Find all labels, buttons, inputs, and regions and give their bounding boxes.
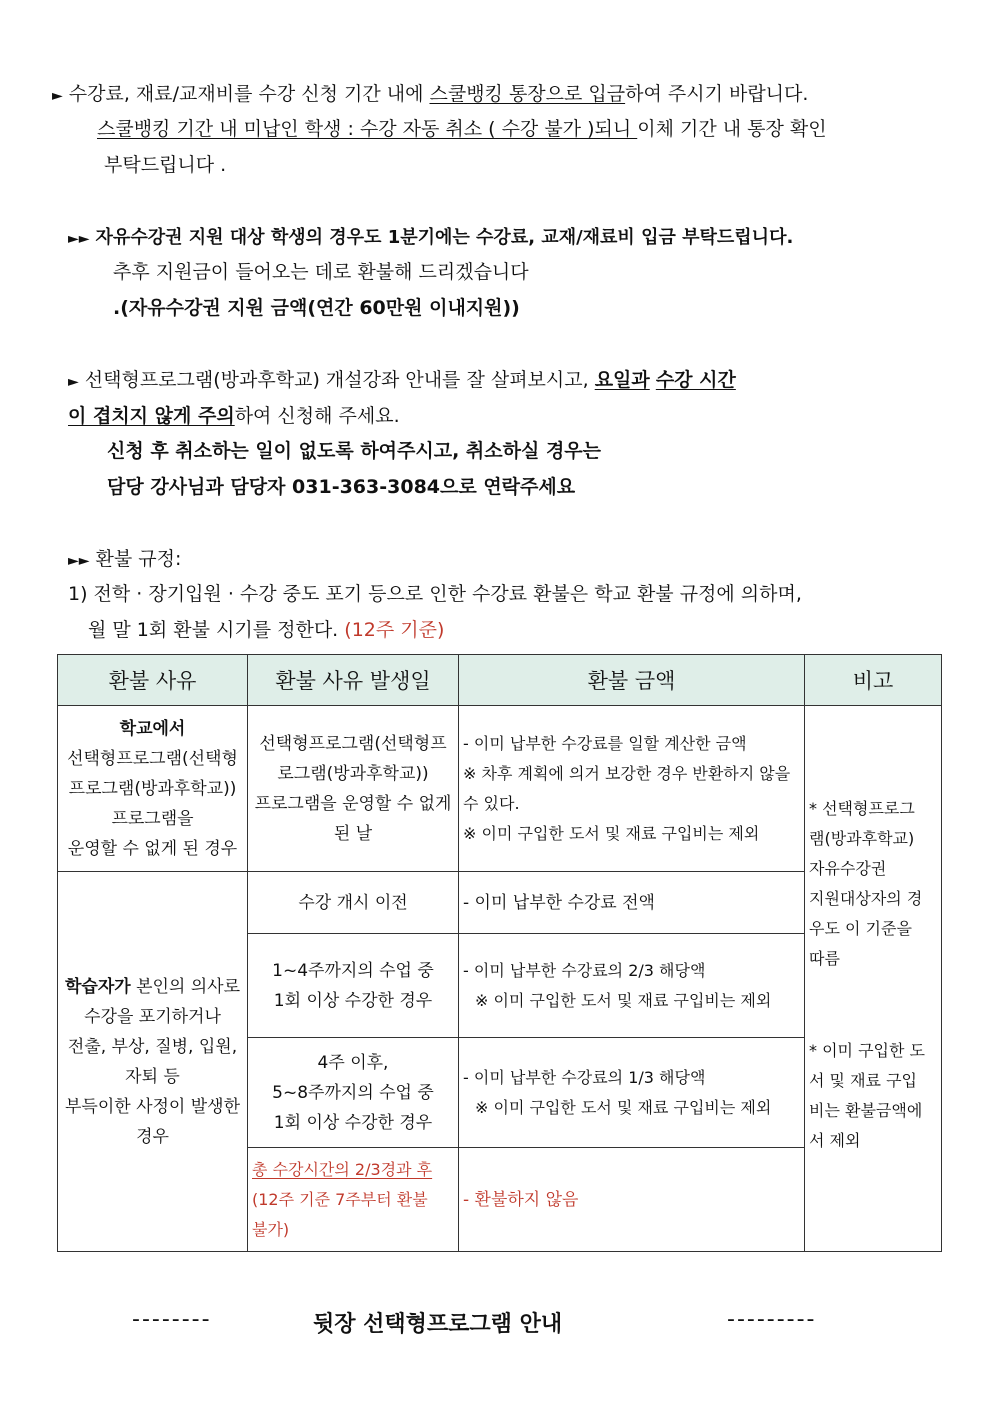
date-cell: 총 수강시간의 2/3경과 후 (12주 기준 7주부터 환불 불가) <box>248 1148 459 1252</box>
note-cell: * 선택형프로그 램(방과후학교) 자유수강권 지원대상자의 경 우도 이 기준을 따름 * 이미 구입한 도 서 및 재료 구입 비는 환불금액에 서 제외 <box>805 706 942 1252</box>
triangle-bullet-icon: ► <box>68 374 79 390</box>
notice1-line3: 부탁드립니다 . <box>104 154 227 176</box>
amount-cell: - 환불하지 않음 <box>459 1148 805 1252</box>
amount-cell: - 이미 납부한 수강료를 일할 계산한 금액 ※ 차후 계획에 의거 보강한 경우 반환하지 않을 수 있다. ※ 이미 구입한 도서 및 재료 구입비는 제외 <box>459 706 805 872</box>
notice3-line4: 담당 강사님과 담당자 031-363-3084으로 연락주세요 <box>107 476 576 498</box>
amount-cell: - 이미 납부한 수강료 전액 <box>459 872 805 934</box>
header-note: 비고 <box>805 655 942 706</box>
header-reason: 환불 사유 <box>58 655 248 706</box>
table-row <box>58 706 942 872</box>
notice2-line2: 추후 지원금이 들어오는 데로 환불해 드리겠습니다 <box>113 261 529 283</box>
footer-text: 뒷장 선택형프로그램 안내 <box>313 1312 563 1337</box>
notice3-line2: 이 겹치지 않게 주의하여 신청해 주세요. <box>68 405 400 427</box>
refund-item1-line1: 1) 전학 · 장기입원 · 수강 중도 포기 등으로 인한 수강료 환불은 학교 환불 규정에 의하며, <box>68 583 802 605</box>
refund-basis: (12주 기준) <box>344 619 445 641</box>
date-cell: 수강 개시 이전 <box>248 872 459 934</box>
double-triangle-bullet-icon: ►► <box>68 553 90 569</box>
notice3-line1: ► 선택형프로그램(방과후학교) 개설강좌 안내를 잘 살펴보시고, 요일과 수강 시간 <box>68 368 736 394</box>
refund-heading: ►► 환불 규정: <box>68 547 181 573</box>
table-header-row <box>58 655 942 706</box>
footer-dash-left: -------- <box>132 1307 212 1332</box>
date-cell: 1~4주까지의 수업 중 1회 이상 수강한 경우 <box>248 934 459 1038</box>
notice2-line3: .(자유수강권 지원 금액(연간 60만원 이내지원)) <box>113 297 520 319</box>
notice1-line1: ► 수강료, 재료/교재비를 수강 신청 기간 내에 스쿨뱅킹 통장으로 입금하여 주시기 바랍니다. <box>52 82 808 108</box>
header-date: 환불 사유 발생일 <box>248 655 459 706</box>
notice2-line1: ►► 자유수강권 지원 대상 학생의 경우도 1분기에는 수강료, 교재/재료비 입금 부탁드립니다. <box>68 226 793 251</box>
double-triangle-bullet-icon: ►► <box>68 231 90 247</box>
reason-learner-cell: 학습자가 본인의 의사로 수강을 포기하거나 전출, 부상, 질병, 입원, 자퇴 등 부득이한 사정이 발생한 경우 <box>58 872 248 1252</box>
reason-school-cell: 학교에서 선택형프로그램(선택형 프로그램(방과후학교)) 프로그램을 운영할 수 없게 된 경우 <box>58 706 248 872</box>
notice1-line2: 스쿨뱅킹 기간 내 미납인 학생 : 수강 자동 취소 ( 수강 불가 )되니 이체 기간 내 통장 확인 <box>97 118 827 140</box>
date-cell: 선택형프로그램(선택형프 로그램(방과후학교)) 프로그램을 운영할 수 없게 된 날 <box>248 706 459 872</box>
refund-table <box>57 654 942 1252</box>
notice3-line3: 신청 후 취소하는 일이 없도록 하여주시고, 취소하실 경우는 <box>107 440 602 462</box>
date-cell: 4주 이후, 5~8주까지의 수업 중 1회 이상 수강한 경우 <box>248 1038 459 1148</box>
triangle-bullet-icon: ► <box>52 88 63 104</box>
refund-item1-line2: 월 말 1회 환불 시기를 정한다. (12주 기준) <box>88 619 445 641</box>
footer-dash-right: --------- <box>727 1307 817 1332</box>
amount-cell: - 이미 납부한 수강료의 2/3 해당액 ※ 이미 구입한 도서 및 재료 구입비는 제외 <box>459 934 805 1038</box>
header-amount: 환불 금액 <box>459 655 805 706</box>
amount-cell: - 이미 납부한 수강료의 1/3 해당액 ※ 이미 구입한 도서 및 재료 구입비는 제외 <box>459 1038 805 1148</box>
